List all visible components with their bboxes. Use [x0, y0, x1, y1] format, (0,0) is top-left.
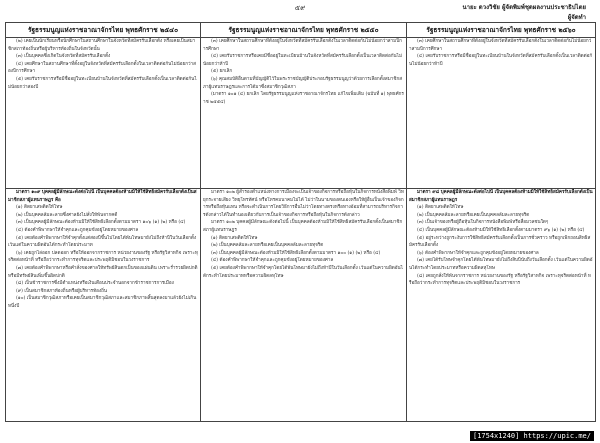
column-header: รัฐธรรมนูญแห่งราชอาณาจักรไทย พุทธศักราช ๒๕๖๐ [407, 23, 596, 38]
paragraph: (๘) เคยถูกสั่งให้พ้นจากราชการ หน่วยงานของรัฐ หรือรัฐวิสาหกิจ เพราะทุจริตต่อหน้าที่ หรือถือว่ากระทำการทุจริตและประพฤติมิชอบในวงราชการ [409, 273, 591, 287]
table-cell [6, 189, 201, 422]
section-heading: มาตรา ๑๐๙ บุคคลผู้มีลักษณะดังต่อไปนี้ เป็นบุคคลต้องห้ามมิให้ใช้สิทธิสมัครรับเลือกตั้งเป็นสมาชิกสภาผู้แทนราษฎร คือ [8, 190, 197, 203]
author-name: นายะ ดวงวิชัย ผู้จัดพิมพ์ชุดผลงานประชาธิปไตย [462, 4, 586, 11]
paragraph: (๒) เป็นบุคคลล้มละลายซึ่งศาลยังไม่สั่งให้พ้นจากคดี [16, 212, 118, 218]
paragraph: (๒) เคยเป็นนักเรียนหรือนักศึกษาในสถานศึกษาในจังหวัดที่สมัครรับเลือกตั้ง หรือเคยเป็นสมาชิกสภาท้องถิ่นหรือผู้บริหารท้องถิ่นในจังหวัดนั้น [8, 39, 196, 52]
paragraph: (๕) ยกเลิก [211, 69, 233, 75]
author-role: ผู้จัดทำ [567, 14, 586, 21]
paragraph: (๓) เป็นบุคคลผู้มีลักษณะต้องห้ามมิให้ใช้สิทธิเลือกตั้งตามมาตรา ๑๐๐ (๑) (๒) หรือ (๔) [211, 250, 381, 256]
cell-text [203, 189, 404, 280]
paragraph: (๔) เคยรับราชการหรือเคยมีชื่ออยู่ในทะเบียนบ้านในจังหวัดที่สมัครรับเลือกตั้งเป็นเวลาติดต่อกันไม่น้อยกว่าห้าปี [203, 54, 402, 67]
paragraph: (๙) เป็นสมาชิกสภาท้องถิ่นหรือผู้บริหารท้องถิ่น [16, 288, 108, 294]
paragraph: (๕) อยู่ระหว่างถูกระงับการใช้สิทธิสมัครรับเลือกตั้งเป็นการชั่วคราว หรือถูกเพิกถอนสิทธิสมัครรับเลือกตั้ง [409, 235, 591, 249]
paragraph: (๒) เป็นบุคคลล้มละลายหรือเคยเป็นบุคคลล้มละลายทุจริต [417, 212, 530, 218]
paragraph: (๘) เป็นข้าราชการซึ่งมีตำแหน่งหรือเงินเดือนประจำนอกจากข้าราชการการเมือง [16, 281, 174, 287]
table-cell [201, 189, 407, 422]
paragraph: (๓) เคยศึกษาในสถานศึกษาที่ตั้งอยู่ในจังหวัดที่สมัครรับเลือกตั้งในเวลาติดต่อกันไม่น้อยกว่าสามปีการศึกษา [409, 39, 592, 52]
cell-text [8, 189, 198, 311]
paragraph: (๑) ติดยาเสพติดให้โทษ [417, 205, 464, 211]
paragraph: มาตรา ๑๐๒ ผู้สำรองตำแหน่งทางการเมืองจะเป็นเจ้าของกิจการหรือถือหุ้นในกิจการหนังสือพิมพ์ วิทยุกระจายเสียง วิทยุโทรทัศน์ หรือโทรคมนาคมไม่ได้ ไม่ว่าในนามของตนเองหรือให้ผู้อื่นเป็นเจ้าของกิจการหรือถือหุ้นแทน หรือจะดำเนินการโดยวิธีการอื่นไม่ว่าโดยทางตรงหรือทางอ้อมที่สามารถบริหารกิจการดังกล่าวได้ในทำนองเดียวกับการเป็นเจ้าของกิจการหรือถือหุ้นในกิจการดังกล่าว [203, 190, 404, 218]
column-header: รัฐธรรมนูญแห่งราชอาณาจักรไทย พุทธศักราช ๒๕๔๐ [6, 23, 201, 38]
paragraph: (๗) เคยต้องคำพิพากษาหรือคำสั่งของศาลให้ทรัพย์สินตกเป็นของแผ่นดิน เพราะร่ำรวยผิดปกติหรือมีทรัพย์สินเพิ่มขึ้นผิดปกติ [8, 265, 198, 279]
paragraph: (๓) เป็นบุคคลซึ่งเกิดในจังหวัดที่สมัครรับเลือกตั้ง [16, 54, 111, 60]
paragraph: (๔) เคยศึกษาในสถานศึกษาที่ตั้งอยู่ในจังหวัดที่สมัครรับเลือกตั้งในเวลาติดต่อกันไม่น้อยกว่าสองปีการศึกษา [8, 61, 196, 75]
paragraph: (๕) เคยต้องคำพิพากษาให้จำคุกตั้งแต่สองปีขึ้นไปโดยได้พ้นโทษมายังไม่ถึงห้าปีในวันเลือกตั้ง เว้นแต่ในความผิดอันได้กระทำโดยประมาท [8, 235, 197, 249]
paragraph: (๓) เป็นเจ้าของหรือผู้ถือหุ้นในกิจการหนังสือพิมพ์หรือสื่อมวลชนใดๆ [417, 220, 549, 226]
table-cell [6, 38, 201, 189]
table-row [6, 38, 596, 189]
column-header: รัฐธรรมนูญแห่งราชอาณาจักรไทย พุทธศักราช ๒๕๕๐ [201, 23, 407, 38]
watermark-label: [1754x1240] https://upic.me/ [470, 431, 594, 441]
table-cell [407, 38, 596, 189]
table-cell [407, 189, 596, 422]
cell-text [409, 38, 593, 68]
page-number: ๕๙ [294, 4, 306, 12]
section-heading: มาตรา ๙๘ บุคคลผู้มีลักษณะดังต่อไปนี้ เป็นบุคคลต้องห้ามมิให้ใช้สิทธิสมัครรับเลือกตั้งเป็นสมาชิกสภาผู้แทนราษฎร [409, 190, 593, 203]
table-row [6, 189, 596, 422]
paragraph: (๖) คุณสมบัติอื่นตามที่บัญญัติไว้ในพระราชบัญญัติประกอบรัฐธรรมนูญว่าด้วยการเลือกตั้งสมาชิกสภาผู้แทนราษฎรและการได้มาซึ่งสมาชิกวุฒิสภา [203, 76, 403, 90]
paragraph: (๖) เคยถูกไล่ออก ปลดออก หรือให้ออกจากราชการ หน่วยงานของรัฐ หรือรัฐวิสาหกิจ เพราะทุจริตต่อหน้าที่ หรือถือว่ากระทำการทุจริตและประพฤติมิชอบในวงราชการ [8, 250, 198, 264]
paragraph: (๑) ติดยาเสพติดให้โทษ [16, 205, 63, 211]
cell-text [409, 189, 593, 288]
paragraph: (๕) เคยต้องคำพิพากษาให้จำคุกโดยได้พ้นโทษมายังไม่ถึงห้าปีในวันเลือกตั้ง เว้นแต่ในความผิดอันได้กระทำโดยประมาทหรือความผิดลหุโทษ [203, 265, 403, 279]
comparison-table [5, 22, 596, 422]
paragraph: (๔) เป็นบุคคลผู้มีลักษณะต้องห้ามมิให้ใช้สิทธิเลือกตั้งตามมาตรา ๙๖ (๑) (๒) หรือ (๔) [417, 227, 585, 233]
cell-text [203, 38, 404, 106]
paragraph: (๕) เคยรับราชการหรือมีชื่ออยู่ในทะเบียนบ้านในจังหวัดที่สมัครรับเลือกตั้งเป็นเวลาติดต่อกันไม่น้อยกว่าสองปี [8, 76, 197, 90]
paragraph: (๖) ต้องคำพิพากษาให้จำคุกและถูกคุมขังอยู่โดยหมายของศาล [417, 250, 539, 256]
paragraph: (๔) ต้องคำพิพากษาให้จำคุกและถูกคุมขังอยู่โดยหมายของศาล [211, 258, 334, 264]
table-cell [201, 38, 407, 189]
paragraph: (๔) ต้องคำพิพากษาให้จำคุกและถูกคุมขังอยู่โดยหมายของศาล [16, 227, 139, 233]
paragraph: (๒) เป็นบุคคลล้มละลายหรือเคยเป็นบุคคลล้มละลายทุจริต [211, 243, 324, 249]
paragraph: (มาตรา ๑๐๑ (๔) ยกเลิก โดยรัฐธรรมนูญแห่งราชอาณาจักรไทย แก้ไขเพิ่มเติม (ฉบับที่ ๑) พุทธศักราช ๒๕๕๔) [203, 92, 404, 105]
author-block [356, 3, 586, 23]
cell-text [8, 38, 198, 91]
paragraph: (๔) เคยรับราชการหรือมีชื่ออยู่ในทะเบียนบ้านในจังหวัดที่สมัครรับเลือกตั้งเป็นเวลาติดต่อกันไม่น้อยกว่าห้าปี [409, 54, 593, 67]
paragraph: (๑๐) เป็นสมาชิกวุฒิสภาหรือเคยเป็นสมาชิกวุฒิสภาและสมาชิกภาพสิ้นสุดลงมาแล้วยังไม่เกินหนึ่งปี [8, 296, 197, 309]
paragraph: มาตรา ๑๐๒ บุคคลผู้มีลักษณะดังต่อไปนี้ เป็นบุคคลต้องห้ามมิให้ใช้สิทธิสมัครรับเลือกตั้งเป็นสมาชิกสภาผู้แทนราษฎร [203, 220, 403, 233]
paragraph: (๑) ติดยาเสพติดให้โทษ [211, 235, 258, 241]
table-header-row [6, 23, 596, 38]
paragraph: (๓) เคยศึกษาในสถานศึกษาที่ตั้งอยู่ในจังหวัดที่สมัครรับเลือกตั้งในเวลาติดต่อกันไม่น้อยกว่าสามปีการศึกษา [203, 39, 402, 52]
paragraph: (๗) เคยได้รับโทษจำคุกโดยได้พ้นโทษมายังไม่ถึงสิบปีนับถึงวันเลือกตั้ง เว้นแต่ในความผิดอันได้กระทำโดยประมาทหรือความผิดลหุโทษ [409, 258, 593, 271]
paragraph: (๓) เป็นบุคคลผู้มีลักษณะต้องห้ามมิให้ใช้สิทธิเลือกตั้งตามมาตรา ๑๐๖ (๑) (๒) หรือ (๔) [16, 220, 186, 226]
